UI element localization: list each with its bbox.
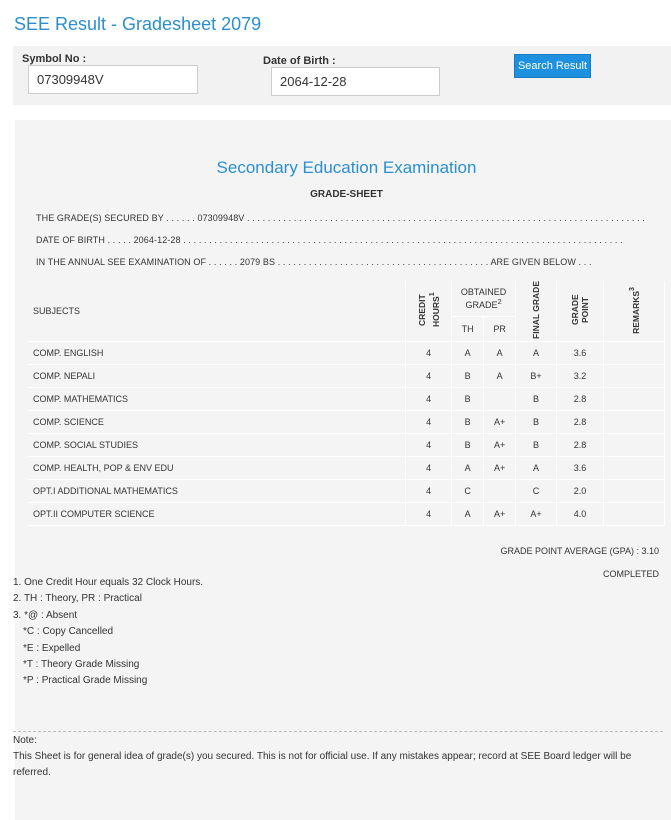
theory-grade-cell: B <box>452 411 484 434</box>
note-text: This Sheet is for general idea of grade(s) you secured. This is not for official use. If any mistakes appear; record at SEE Board ledger will be referred. <box>13 751 632 778</box>
credit-hours-cell: 4 <box>406 503 452 526</box>
subject-cell: COMP. SOCIAL STUDIES <box>28 434 406 457</box>
remarks-cell <box>604 411 665 434</box>
practical-grade-cell: A <box>484 342 516 365</box>
grade-point-cell: 2.8 <box>557 411 604 434</box>
table-row <box>28 365 665 388</box>
exam-year-line: IN THE ANNUAL SEE EXAMINATION OF . . . . . . 2079 BS . . . . . . . . . . . . . . . . . . . . . . . . . . . . . . . . . . . . . . . . . ARE GIVEN BELOW . . . <box>36 257 592 267</box>
subject-cell: OPT.I ADDITIONAL MATHEMATICS <box>28 480 406 503</box>
symbol-number-input[interactable] <box>28 65 198 94</box>
legend-item: 2. TH : Theory, PR : Practical <box>13 593 142 605</box>
grade-point-cell: 2.8 <box>557 434 604 457</box>
note-label: Note: <box>13 735 37 746</box>
practical-grade-cell: A+ <box>484 434 516 457</box>
theory-grade-cell: A <box>452 457 484 480</box>
credit-hours-cell: 4 <box>406 388 452 411</box>
credit-hours-cell: 4 <box>406 342 452 365</box>
note-section <box>13 733 643 781</box>
date-of-birth-label: Date of Birth : <box>263 55 336 67</box>
theory-grade-cell: A <box>452 503 484 526</box>
grade-sheet-panel <box>15 120 671 820</box>
subject-cell: COMP. HEALTH, POP & ENV EDU <box>28 457 406 480</box>
table-row <box>28 503 665 526</box>
grade-point-cell: 3.2 <box>557 365 604 388</box>
practical-grade-cell <box>484 388 516 411</box>
theory-grade-cell: A <box>452 342 484 365</box>
credit-hours-cell: 4 <box>406 434 452 457</box>
practical-grade-cell: A+ <box>484 457 516 480</box>
subject-cell: COMP. SCIENCE <box>28 411 406 434</box>
remarks-cell <box>604 388 665 411</box>
final-grade-cell: B <box>516 434 557 457</box>
theory-grade-cell: C <box>452 480 484 503</box>
subjects-header: SUBJECTS <box>28 281 406 342</box>
final-grade-cell: A <box>516 342 557 365</box>
obtained-grade-header: OBTAINED GRADE$^2$ <box>452 281 516 316</box>
search-result-button[interactable]: Search Result <box>514 54 591 78</box>
grade-point-cell: 2.8 <box>557 388 604 411</box>
grade-point-cell: 3.6 <box>557 457 604 480</box>
credit-hours-cell: 4 <box>406 365 452 388</box>
table-row <box>28 388 665 411</box>
final-grade-cell: B <box>516 411 557 434</box>
final-grade-header: FINAL GRADE <box>516 281 557 342</box>
legend-item: 1. One Credit Hour equals 32 Clock Hours. <box>13 577 204 588</box>
credit-hours-cell: 4 <box>406 411 452 434</box>
grades-table <box>28 281 665 526</box>
practical-grade-cell: A <box>484 365 516 388</box>
date-of-birth-line: DATE OF BIRTH . . . . . 2064-12-28 . . . . . . . . . . . . . . . . . . . . . . . . . . . . . . . . . . . . . . . . . . . . . . . . . . . . . . . . . . . . . . . . . . . . . . . . . . . . . . . . . . . . . <box>36 235 623 245</box>
grade-point-header: GRADE POINT <box>557 281 604 342</box>
legend-item: *E : Expelled <box>23 642 81 654</box>
subject-cell: COMP. MATHEMATICS <box>28 388 406 411</box>
legend-item: 3. *@ : Absent <box>13 609 78 621</box>
theory-grade-cell: B <box>452 388 484 411</box>
gpa-value: GRADE POINT AVERAGE (GPA) : 3.10 <box>500 546 659 556</box>
remarks-cell <box>604 503 665 526</box>
subject-cell: COMP. ENGLISH <box>28 342 406 365</box>
grade-sheet <box>22 128 671 820</box>
subject-cell: OPT.II COMPUTER SCIENCE <box>28 503 406 526</box>
remarks-cell <box>604 342 665 365</box>
grade-point-cell: 4.0 <box>557 503 604 526</box>
remarks-cell <box>604 365 665 388</box>
practical-grade-cell <box>484 480 516 503</box>
practical-grade-cell: A+ <box>484 503 516 526</box>
page-title: SEE Result - Gradesheet 2079 <box>14 14 262 34</box>
grade-sheet-title: GRADE-SHEET <box>310 189 383 200</box>
exam-title: Secondary Education Examination <box>216 158 477 177</box>
final-grade-cell: C <box>516 480 557 503</box>
final-grade-cell: A <box>516 457 557 480</box>
table-row <box>28 411 665 434</box>
date-of-birth-input[interactable] <box>271 67 440 96</box>
table-row <box>28 457 665 480</box>
remarks-cell <box>604 434 665 457</box>
credit-hours-cell: 4 <box>406 480 452 503</box>
practical-grade-cell: A+ <box>484 411 516 434</box>
table-row <box>28 342 665 365</box>
legend <box>13 575 203 690</box>
legend-item: *C : Copy Cancelled <box>23 626 114 638</box>
final-grade-cell: B+ <box>516 365 557 388</box>
table-row <box>28 480 665 503</box>
credit-hours-cell: 4 <box>406 457 452 480</box>
grade-point-cell: 2.0 <box>557 480 604 503</box>
final-grade-cell: A+ <box>516 503 557 526</box>
final-grade-cell: B <box>516 388 557 411</box>
credit-hours-header: CREDIT HOURS$^1$ <box>406 281 452 342</box>
practical-header: PR <box>484 316 516 341</box>
remarks-cell <box>604 457 665 480</box>
table-row <box>28 434 665 457</box>
theory-grade-cell: B <box>452 365 484 388</box>
remarks-cell <box>604 480 665 503</box>
result-status: COMPLETED <box>602 569 659 579</box>
secured-by-line: THE GRADE(S) SECURED BY . . . . . . 07309948V . . . . . . . . . . . . . . . . . . . . . . . . . . . . . . . . . . . . . . . . . . . . . . . . . . . . . . . . . . . . . . . . . . . . . . . . . . . . . <box>36 213 645 223</box>
legend-item: *T : Theory Grade Missing <box>23 659 140 671</box>
theory-header: TH <box>452 316 484 341</box>
subject-cell: COMP. NEPALI <box>28 365 406 388</box>
remarks-header: REMARKS$^3$ <box>604 281 665 342</box>
grade-point-cell: 3.6 <box>557 342 604 365</box>
theory-grade-cell: B <box>452 434 484 457</box>
symbol-number-label: Symbol No : <box>22 53 87 65</box>
legend-item: *P : Practical Grade Missing <box>23 675 148 687</box>
note-divider <box>13 731 663 732</box>
